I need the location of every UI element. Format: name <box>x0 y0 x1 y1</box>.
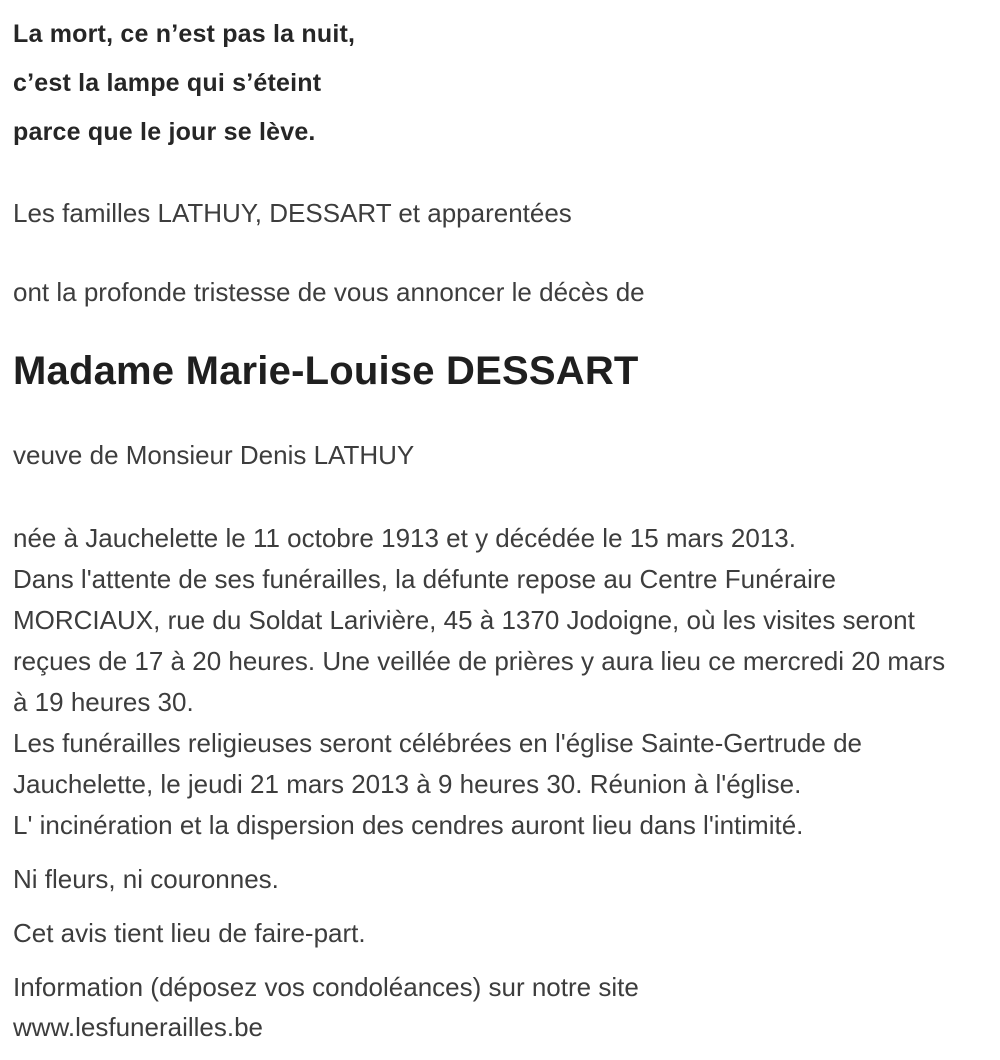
announcement-line: ont la profonde tristesse de vous annoncer le décès de <box>13 277 645 307</box>
faire-part-line: Cet avis tient lieu de faire-part. <box>13 918 366 948</box>
families-line: Les familles LATHUY, DESSART et apparentées <box>13 198 572 228</box>
website-url: www.lesfunerailles.be <box>13 1012 264 1042</box>
flowers-line: Ni fleurs, ni couronnes. <box>13 864 279 894</box>
relation-line: veuve de Monsieur Denis LATHUY <box>13 440 415 470</box>
condolences-line: Information (déposez vos condoléances) sur notre site <box>13 972 639 1002</box>
funeral-home-paragraph: Dans l'attente de ses funérailles, la défunte repose au Centre Funéraire MORCIAUX, rue du Soldat Larivière, 45 à 1370 Jodoigne, où les visites seront reçues de 17 à 20 heures. Une veillée de prières y aura lieu ce mercredi 20 mars à 19 heures 30. <box>13 564 946 717</box>
epigraph-line-2: c’est la lampe qui s’éteint <box>13 69 322 97</box>
epigraph <box>13 10 953 157</box>
epigraph-line-3: parce que le jour se lève. <box>13 118 316 146</box>
deceased-name: Madame Marie-Louise DESSART <box>13 349 639 393</box>
ceremony-paragraph: Les funérailles religieuses seront célébrées en l'église Sainte-Gertrude de Jauchelette, le jeudi 21 mars 2013 à 9 heures 30. Réunion à l'église. <box>13 728 862 799</box>
birth-death-line: née à Jauchelette le 11 octobre 1913 et y décédée le 15 mars 2013. <box>13 523 796 553</box>
cremation-paragraph: L' incinération et la dispersion des cendres auront lieu dans l'intimité. <box>13 810 804 840</box>
epigraph-line-1: La mort, ce n’est pas la nuit, <box>13 20 356 48</box>
